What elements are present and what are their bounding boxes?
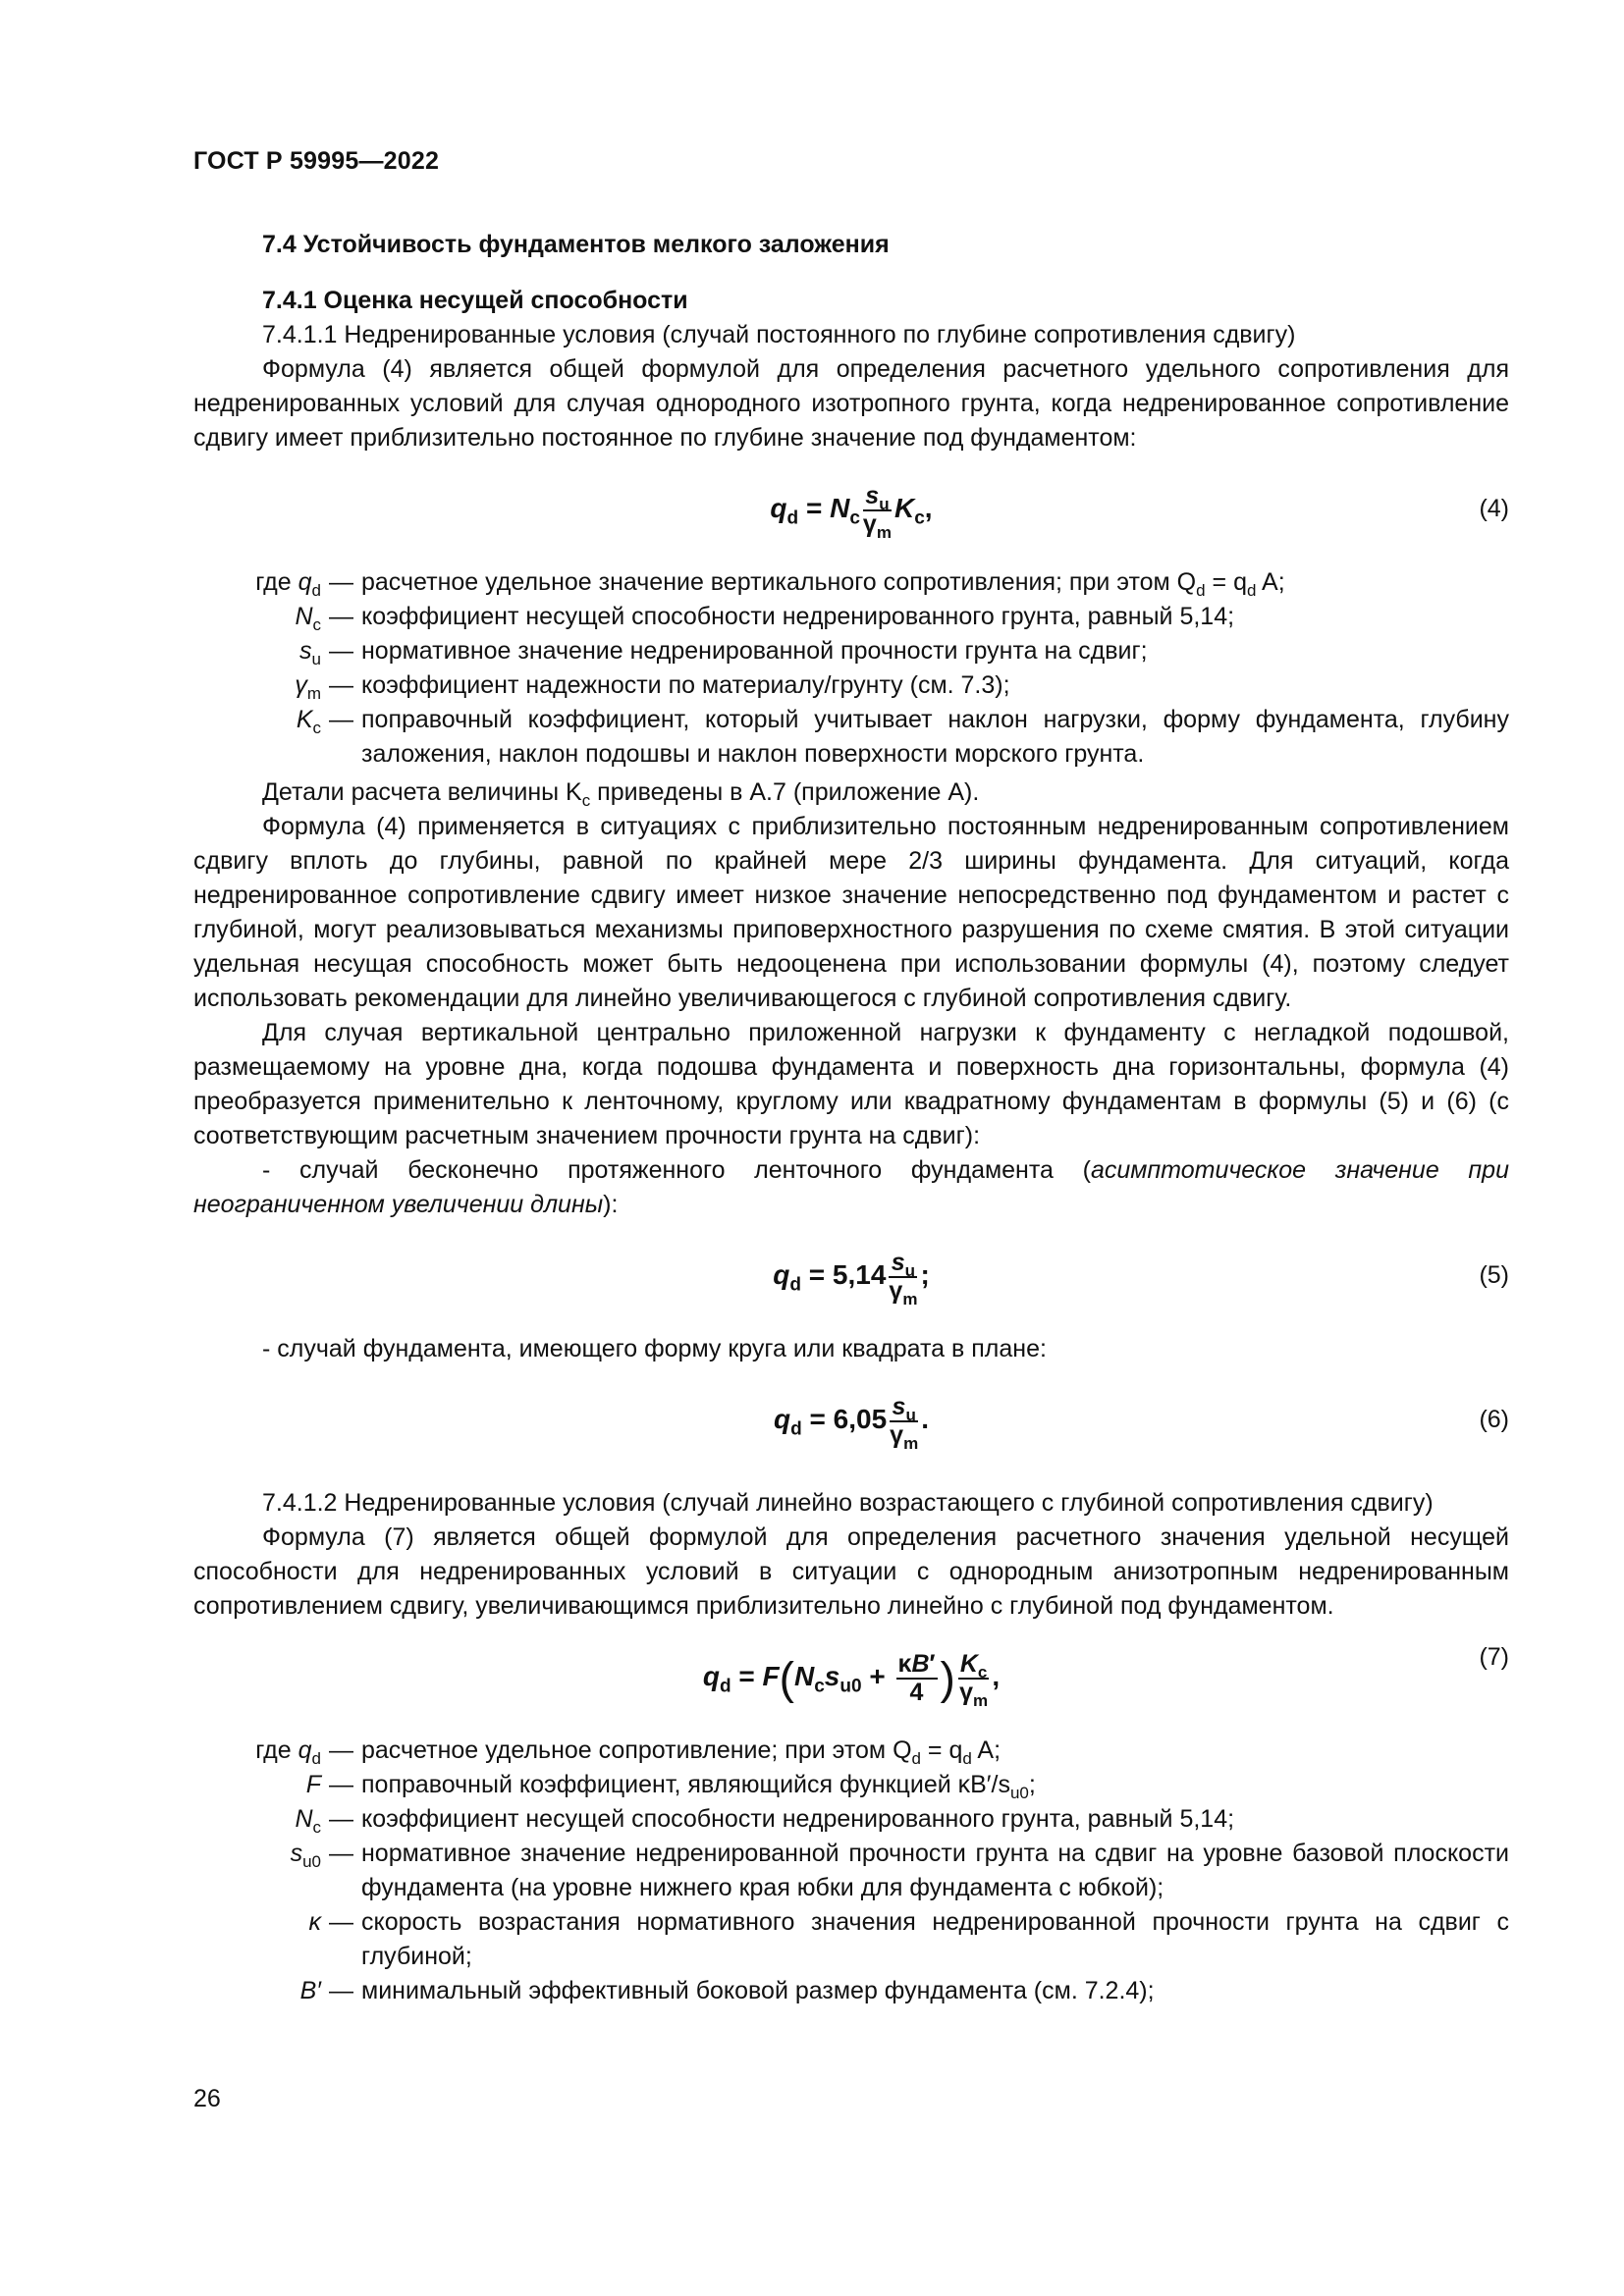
formula-5-number: (5)	[1479, 1261, 1509, 1289]
definition-symbol: $K_c$	[296, 706, 321, 737]
definition-dash: —	[329, 1908, 353, 1936]
definition-symbol: $\gamma_m$	[295, 671, 321, 703]
formula-4	[193, 469, 1509, 548]
paragraph-formula4-application: Формула (4) применяется в ситуациях с приблизительно постоянным недренированным сопротивлением сдвигу вплоть до глубины, равной по крайней мере 2/3 ширины фундамента. Для ситуаций, когда недренированное сопротивление сдвигу имеет низкое значение непосредственно под фундаментом и растет с глубиной, могут реализовываться механизмы приповерхностного разрушения по схеме смятия. В этой ситуации удельная несущая способность может быть недооценена при использовании формулы (4), поэтому следует использовать рекомендации для линейно увеличивающегося с глубиной сопротивления сдвигу.	[193, 813, 1509, 1012]
clause-7-4-1-2: 7.4.1.2 Недренированные условия (случай линейно возрастающего с глубиной сопротивления сдвигу)	[262, 1489, 1434, 1517]
document-id-header: ГОСТ Р 59995—2022	[193, 147, 440, 175]
formula-7-definition-row	[193, 1802, 1509, 1837]
definition-symbol: F	[305, 1771, 321, 1798]
definition-text: расчетное удельное значение вертикального сопротивления; при этом $Q_d = q_d$ A;	[361, 568, 1285, 600]
definition-dash: —	[329, 1736, 353, 1764]
paragraph-formula7-intro: Формула (7) является общей формулой для определения расчетного значения удельной несущей способности для недренированных условий в ситуации с однородным анизотропным недренированным сопротивлением сдвигу, увеличивающимся приблизительно линейно с глубиной под фундаментом.	[193, 1523, 1509, 1620]
clause-7-4-1-1: 7.4.1.1 Недренированные условия (случай постоянного по глубине сопротивления сдвигу)	[262, 321, 1296, 348]
definition-dash: —	[329, 603, 353, 630]
definition-symbol: $s_{u0}$	[290, 1840, 321, 1871]
bullet-circle-foundation: - случай фундамента, имеющего форму круга или квадрата в плане:	[262, 1335, 1047, 1362]
definition-text: расчетное удельное сопротивление; при этом $Q_d = q_d$ A;	[361, 1736, 1001, 1768]
formula-7-definition-row	[193, 1837, 1509, 1905]
formula-7	[193, 1637, 1509, 1716]
page-number: 26	[193, 2085, 221, 2112]
bullet-strip-foundation: - случай бесконечно протяженного ленточного фундамента (асимптотическое значение при неограниченном увеличении длины):	[193, 1156, 1509, 1218]
formula-4-definition-row	[193, 634, 1509, 668]
definition-text: нормативное значение недренированной прочности грунта на сдвиг на уровне базовой плоскости фундамента (на уровне нижнего края юбки для фундамента с юбкой);	[361, 1840, 1509, 1901]
definition-text: нормативное значение недренированной прочности грунта на сдвиг;	[361, 637, 1148, 665]
definitions-list-4	[193, 565, 1509, 772]
definition-dash: —	[329, 637, 353, 665]
formula-7-definition-row	[193, 1768, 1509, 1802]
formula-6-number: (6)	[1479, 1406, 1509, 1433]
page-content	[193, 228, 1509, 2012]
formula-6-expression: $q_d = 6,05$ $\frac{s_u}{\gamma_m}$ .	[774, 1393, 929, 1453]
definition-text: скорость возрастания нормативного значения недренированной прочности грунта на сдвиг с глубиной;	[361, 1908, 1509, 1970]
definition-dash: —	[329, 671, 353, 699]
section-heading-7-4: 7.4 Устойчивость фундаментов мелкого заложения	[262, 231, 890, 258]
definition-dash: —	[329, 706, 353, 733]
formula-4-number: (4)	[1479, 495, 1509, 522]
formula-4-definition-row	[193, 703, 1509, 772]
definition-text: коэффициент несущей способности недренированного грунта, равный 5,14;	[361, 1805, 1235, 1833]
definition-text: коэффициент надежности по материалу/грунту (см. 7.3);	[361, 671, 1010, 699]
formula-4-definition-row	[193, 668, 1509, 703]
definition-symbol: κ	[308, 1908, 321, 1936]
definition-symbol: $s_u$	[299, 637, 321, 668]
formula-4-definition-row	[193, 600, 1509, 634]
formula-6	[193, 1380, 1509, 1459]
subsection-heading-7-4-1: 7.4.1 Оценка несущей способности	[262, 287, 688, 314]
definition-dash: —	[329, 568, 353, 596]
formula-7-expression: $q_d = F(N_cs_{u0}$ + $\frac{\kappa B'}{4}$ ) $\frac{K_c}{\gamma_m}$ ,	[702, 1650, 1001, 1710]
formula-7-definition-row	[193, 1905, 1509, 1974]
definitions-list-7	[193, 1734, 1509, 2008]
formula-5-expression: $q_d = 5,14$ $\frac{s_u}{\gamma_m}$ ;	[773, 1249, 930, 1308]
definition-text: поправочный коэффициент, который учитывает наклон нагрузки, форму фундамента, глубину заложения, наклон подошвы и наклон поверхности морского грунта.	[361, 706, 1509, 768]
definition-text: коэффициент несущей способности недренированного грунта, равный 5,14;	[361, 603, 1235, 630]
formula-7-definition-row	[193, 1974, 1509, 2008]
formula-5	[193, 1236, 1509, 1314]
definition-symbol: $N_c$	[295, 603, 321, 634]
definition-symbol: $N_c$	[295, 1805, 321, 1837]
paragraph-formula4-intro: Формула (4) является общей формулой для определения расчетного удельного сопротивления для недренированных условий для случая однородного изотропного грунта, когда недренированное сопротивление сдвигу имеет приблизительно постоянное по глубине значение под фундаментом:	[193, 355, 1509, 452]
definition-dash: —	[329, 1977, 353, 2004]
formula-6-coefficient: 6,05	[833, 1404, 888, 1434]
formula-7-number: (7)	[1479, 1643, 1509, 1671]
definition-dash: —	[329, 1771, 353, 1798]
definition-dash: —	[329, 1805, 353, 1833]
definition-symbol: где $q_d$	[255, 1736, 321, 1768]
paragraph-kc-details: Детали расчета величины $K_c$ приведены в А.7 (приложение А).	[262, 778, 980, 810]
definition-dash: —	[329, 1840, 353, 1867]
definition-text: минимальный эффективный боковой размер фундамента (см. 7.2.4);	[361, 1977, 1155, 2004]
definition-text: поправочный коэффициент, являющийся функцией $\kappa B'/s_{u0}$;	[361, 1771, 1036, 1802]
formula-5-coefficient: 5,14	[832, 1259, 887, 1290]
formula-4-definition-row	[193, 565, 1509, 600]
definition-symbol: B′	[299, 1977, 321, 2004]
paragraph-vertical-load: Для случая вертикальной центрально приложенной нагрузки к фундаменту с негладкой подошвой, размещаемому на уровне дна, когда подошва фундамента и поверхность дна горизонтальны, формула (4) преобразуется применительно к ленточному, круглому или квадратному фундаментам в формулы (5) и (6) (с соответствующим расчетным значением прочности грунта на сдвиг):	[193, 1019, 1509, 1149]
formula-7-definition-row	[193, 1734, 1509, 1768]
definition-symbol: где $q_d$	[255, 568, 321, 600]
formula-4-expression: $q_d = N_c$ $\frac{s_u}{\gamma_m}$ $K_c$,	[770, 482, 933, 542]
